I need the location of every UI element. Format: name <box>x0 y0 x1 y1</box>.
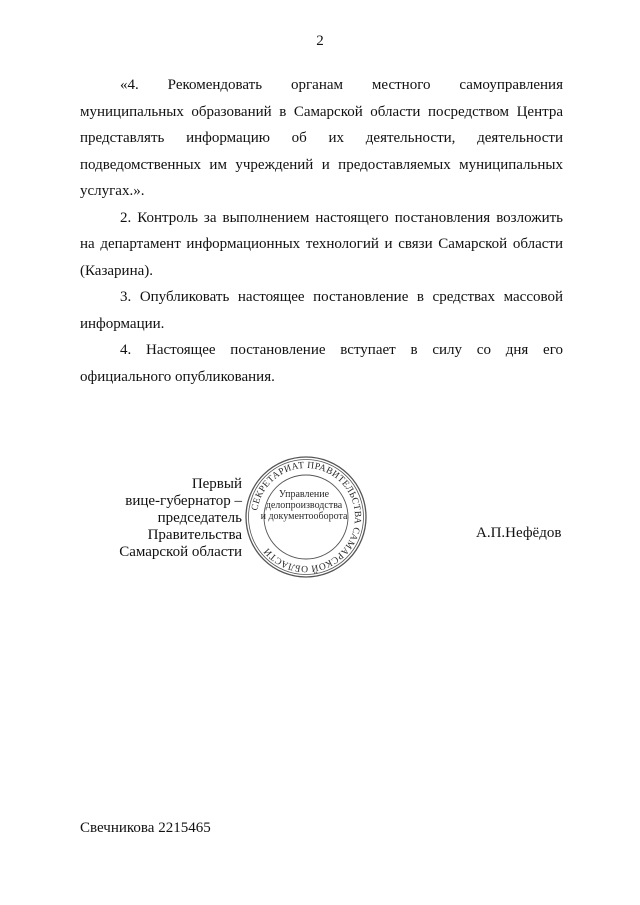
signatory-name: А.П.Нефёдов <box>476 525 562 541</box>
paragraph-3: 3. Опубликовать настоящее постановление в средствах массовой информации. <box>80 289 563 332</box>
stamp-center-line: делопроизводства <box>265 500 343 511</box>
signatory-position-line: Самарской области <box>119 544 242 560</box>
paragraph-4: 4. Настоящее постановление вступает в силу со дня его официального опубликования. <box>80 342 563 385</box>
stamp-ring-text: СЕКРЕТАРИАТ ПРАВИТЕЛЬСТВА САМАРСКОЙ ОБЛАСТИ <box>250 460 363 574</box>
stamp-center-line: Управление <box>278 489 330 500</box>
paragraph-1: «4. Рекомендовать органам местного самоуправления муниципальных образований в Самарской области посредством Центра представлять информацию об их деятельности, деятельности подведомственных им учреждений и предоставляемых муниципальных услугах.». <box>80 77 563 199</box>
page-number: 2 <box>316 33 324 49</box>
paragraph-2: 2. Контроль за выполнением настоящего постановления возложить на департамент информационных технологий и связи Самарской области (Казарина). <box>80 209 563 279</box>
signatory-position <box>80 476 242 561</box>
executor-contact: Свечникова 2215465 <box>80 820 211 836</box>
stamp-center-text <box>252 489 356 522</box>
signatory-position-line: Первый <box>191 476 242 492</box>
signatory-position-line: председатель Правительства <box>147 510 242 543</box>
document-body <box>80 72 563 390</box>
signatory-position-line: вице-губернатор – <box>125 493 242 509</box>
stamp-center-line: и документооборота <box>260 511 348 522</box>
